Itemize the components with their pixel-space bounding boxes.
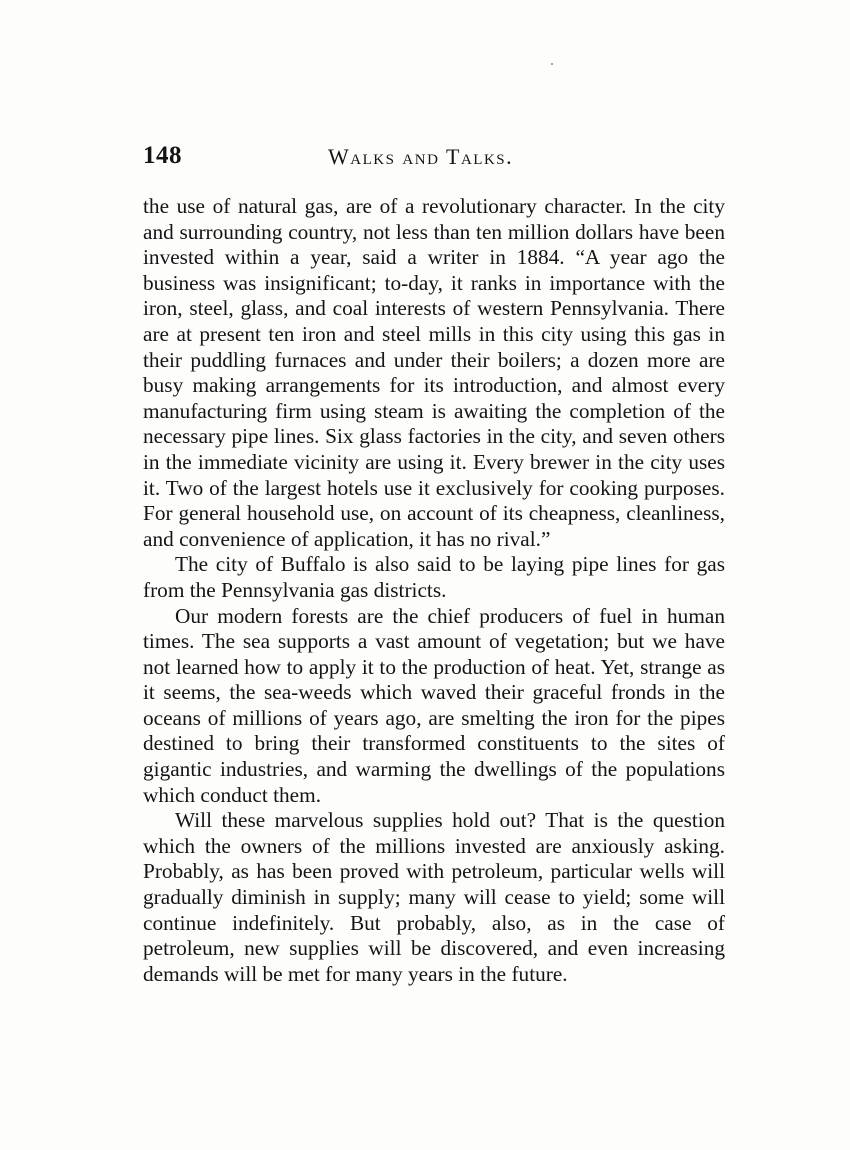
running-head xyxy=(143,142,725,174)
body-text xyxy=(143,194,725,987)
paragraph-buffalo: The city of Buffalo is also said to be laying pipe lines for gas from the Pennsylvania gas districts. xyxy=(143,552,725,602)
print-speck xyxy=(551,63,553,65)
paragraph-continuation: the use of natural gas, are of a revolutionary character. In the city and surrounding country, not less than ten million dollars have been invested within a year, said a writer in 1884. “A year ago the business was insignificant; to-day, it ranks in importance with the iron, steel, glass, and coal interests of western Pennsylvania. There are at present ten iron and steel mills in this city using this gas in their puddling furnaces and under their boilers; a dozen more are busy making arrangements for its introduction, and almost every manufacturing firm using steam is awaiting the completion of the necessary pipe lines. Six glass factories in the city, and seven others in the immediate vicinity are using it. Every brewer in the city uses it. Two of the largest hotels use it exclusively for cooking purposes. For general household use, on account of its cheapness, cleanliness, and convenience of application, it has no rival.” xyxy=(143,194,725,551)
paragraph-forests: Our modern forests are the chief producers of fuel in human times. The sea supports a vast amount of vegetation; but we have not learned how to apply it to the production of heat. Yet, strange as it seems, the sea-weeds which waved their graceful fronds in the oceans of millions of years ago, are smelting the iron for the pipes destined to bring their transformed constituents to the sites of gigantic industries, and warming the dwellings of the populations which conduct them. xyxy=(143,603,725,807)
running-title: Walks and Talks. xyxy=(328,144,514,169)
page-number: 148 xyxy=(143,142,182,169)
paragraph-supplies: Will these marvelous supplies hold out? That is the question which the owners of the millions invested are anxiously asking. Probably, as has been proved with petroleum, particular wells will gradually diminish in supply; many will cease to yield; some will continue indefinitely. But probably, also, as in the case of petroleum, new supplies will be discovered, and even increasing demands will be met for many years in the future. xyxy=(143,808,725,986)
